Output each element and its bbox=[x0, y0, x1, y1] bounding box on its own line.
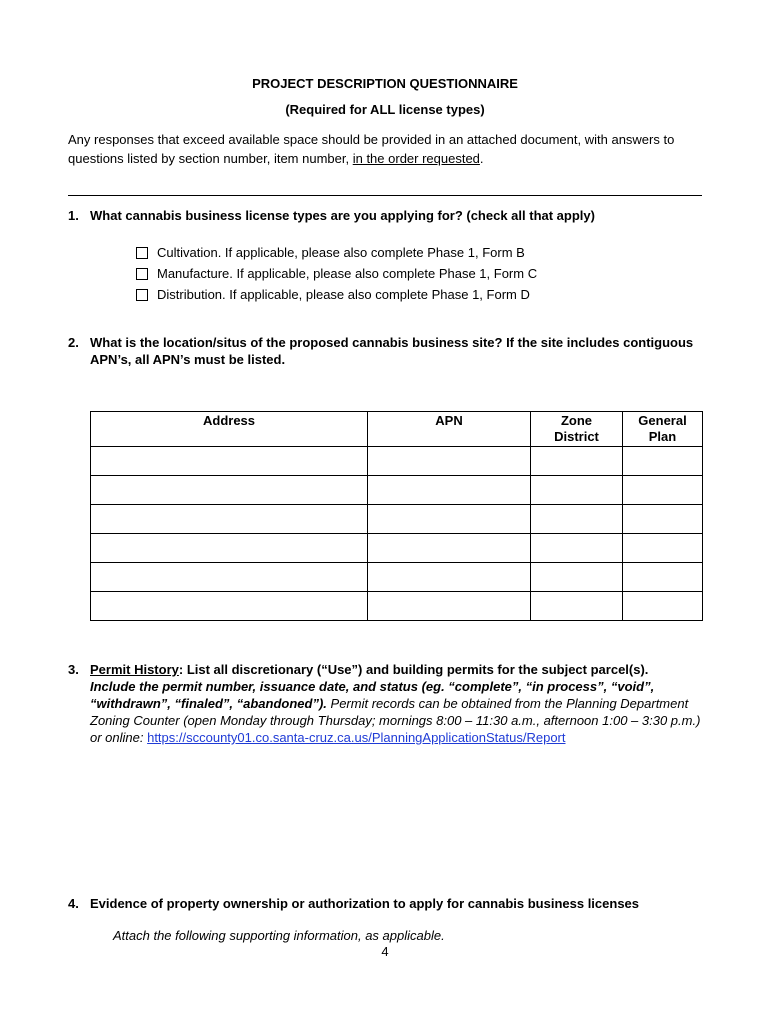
header-zone-line1: Zone bbox=[560, 413, 593, 428]
question-1-text: What cannabis business license types are you applying for? (check all that apply) bbox=[90, 208, 595, 223]
question-2-text: What is the location/situs of the proposed cannabis business site? If the site includes contiguous APN’s, all APN’s must be listed. bbox=[90, 335, 694, 367]
question-3-number: 3. bbox=[68, 662, 79, 677]
site-table-header-row bbox=[91, 412, 703, 447]
address-cell[interactable] bbox=[91, 592, 368, 621]
question-3-italic: Permit records can be obtained from the Planning Department Zoning Counter (open Monday through Thursday; mornings 8:00 – 11:30 a.m., afternoon 1:00 – 3:30 p.m.) or online: bbox=[90, 696, 701, 745]
table-row bbox=[91, 534, 703, 563]
zone-cell[interactable] bbox=[531, 447, 623, 476]
license-type-checklist bbox=[136, 242, 537, 305]
planning-status-link[interactable]: https://sccounty01.co.santa-cruz.ca.us/PlanningApplicationStatus/Report bbox=[147, 730, 566, 745]
address-cell[interactable] bbox=[91, 505, 368, 534]
question-1-number: 1. bbox=[68, 208, 79, 223]
apn-cell[interactable] bbox=[368, 447, 531, 476]
address-cell[interactable] bbox=[91, 476, 368, 505]
question-3-body bbox=[90, 661, 708, 746]
checkbox-distribution[interactable] bbox=[136, 289, 148, 301]
option-manufacture[interactable] bbox=[136, 263, 537, 284]
checkbox-manufacture[interactable] bbox=[136, 268, 148, 280]
page-subtitle: (Required for ALL license types) bbox=[285, 102, 485, 117]
question-3-heading bbox=[90, 661, 708, 678]
apn-cell[interactable] bbox=[368, 505, 531, 534]
page-title: PROJECT DESCRIPTION QUESTIONNAIRE bbox=[252, 76, 518, 91]
header-general-plan bbox=[623, 412, 703, 447]
site-table bbox=[90, 411, 703, 621]
header-plan-line2: Plan bbox=[648, 429, 677, 444]
question-4-note: Attach the following supporting information, as applicable. bbox=[113, 928, 445, 943]
zone-cell[interactable] bbox=[531, 563, 623, 592]
question-4-text: Evidence of property ownership or authorization to apply for cannabis business licenses bbox=[90, 896, 640, 911]
apn-cell[interactable] bbox=[368, 563, 531, 592]
intro-period: . bbox=[479, 151, 484, 166]
question-1 bbox=[68, 207, 708, 224]
table-row bbox=[91, 447, 703, 476]
zone-cell[interactable] bbox=[531, 476, 623, 505]
option-cultivation[interactable] bbox=[136, 242, 537, 263]
header-zone-line2: District bbox=[554, 429, 599, 444]
header-plan-line1: General bbox=[638, 413, 687, 428]
question-4-number: 4. bbox=[68, 896, 79, 911]
intro-paragraph bbox=[68, 130, 708, 168]
question-3 bbox=[68, 661, 708, 746]
apn-cell[interactable] bbox=[368, 592, 531, 621]
intro-underlined-text: in the order requested bbox=[352, 151, 480, 166]
plan-cell[interactable] bbox=[623, 534, 703, 563]
plan-cell[interactable] bbox=[623, 505, 703, 534]
section-divider bbox=[68, 195, 702, 196]
checkbox-cultivation[interactable] bbox=[136, 247, 148, 259]
table-row bbox=[91, 592, 703, 621]
header-zone-district bbox=[531, 412, 623, 447]
table-row bbox=[91, 505, 703, 534]
question-3-bold-italic: Include the permit number, issuance date, and status (eg. “complete”, “in process”, “void”, “withdrawn”, “finaled”, “abandoned”). bbox=[90, 679, 655, 711]
address-cell[interactable] bbox=[91, 447, 368, 476]
option-manufacture-label: Manufacture. If applicable, please also complete Phase 1, Form C bbox=[157, 266, 538, 281]
plan-cell[interactable] bbox=[623, 476, 703, 505]
table-row bbox=[91, 476, 703, 505]
option-distribution-label: Distribution. If applicable, please also complete Phase 1, Form D bbox=[157, 287, 530, 302]
plan-cell[interactable] bbox=[623, 592, 703, 621]
option-cultivation-label: Cultivation. If applicable, please also complete Phase 1, Form B bbox=[157, 245, 525, 260]
question-2-number: 2. bbox=[68, 335, 79, 350]
question-3-heading-rest: : List all discretionary (“Use”) and building permits for the subject parcel(s). bbox=[178, 662, 649, 677]
zone-cell[interactable] bbox=[531, 592, 623, 621]
address-cell[interactable] bbox=[91, 563, 368, 592]
zone-cell[interactable] bbox=[531, 534, 623, 563]
question-3-instructions bbox=[90, 678, 708, 746]
plan-cell[interactable] bbox=[623, 447, 703, 476]
option-distribution[interactable] bbox=[136, 284, 537, 305]
question-4 bbox=[68, 895, 708, 912]
header-apn-label: APN bbox=[435, 413, 463, 428]
page-number: 4 bbox=[381, 944, 389, 959]
zone-cell[interactable] bbox=[531, 505, 623, 534]
header-apn bbox=[368, 412, 531, 447]
intro-text: Any responses that exceed available space should be provided in an attached document, with answers to questions listed by section number, item number, bbox=[68, 132, 675, 166]
table-row bbox=[91, 563, 703, 592]
address-cell[interactable] bbox=[91, 534, 368, 563]
header-address bbox=[91, 412, 368, 447]
plan-cell[interactable] bbox=[623, 563, 703, 592]
header-address-label: Address bbox=[202, 413, 256, 428]
permit-history-label: Permit History bbox=[90, 662, 179, 677]
apn-cell[interactable] bbox=[368, 534, 531, 563]
apn-cell[interactable] bbox=[368, 476, 531, 505]
question-2 bbox=[68, 334, 708, 368]
